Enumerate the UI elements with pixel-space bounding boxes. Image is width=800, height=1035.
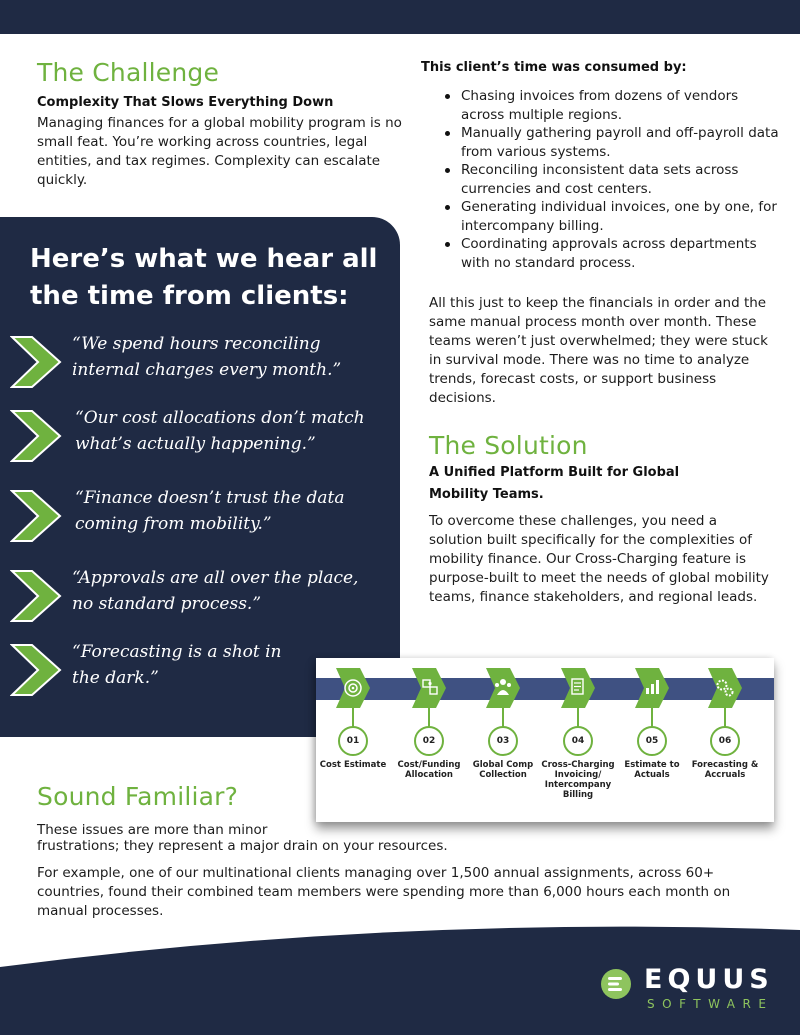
- step-number: 05: [637, 726, 667, 756]
- quotes-title: Here’s what we hear all the time from clients:: [30, 244, 378, 311]
- consumed-followup: All this just to keep the financials in order and the same manual process month over month. These teams weren’t just overwhelmed; they were stuck in survival mode. There was no time to analyze trends, forecast costs, or support business decisions.: [429, 295, 768, 406]
- familiar-line-2: frustrations; they represent a major drain on your resources.: [37, 838, 448, 854]
- process-step: [466, 668, 536, 818]
- gears-icon: [708, 668, 742, 708]
- time-consumed-section: [421, 60, 781, 272]
- equus-logo-icon: [600, 968, 632, 1000]
- list-item: Reconciling inconsistent data sets across currencies and cost centers.: [443, 161, 781, 198]
- solution-body: To overcome these challenges, you need a solution built specifically for the complexities of mobility finance. Our Cross-Charging feature is purpose-built to meet the needs of global mobility teams, finance stakeholders, and regional leads.: [429, 513, 769, 605]
- chevron-right-icon: [10, 409, 64, 463]
- process-step: [615, 668, 685, 818]
- process-step: [392, 668, 462, 818]
- quote-text: “Forecasting is a shot in the dark.”: [72, 642, 282, 688]
- quote-item: [10, 565, 390, 625]
- list-item: Coordinating approvals across departments with no standard process.: [443, 235, 781, 272]
- chart-icon: [635, 668, 669, 708]
- target-icon: [336, 668, 370, 708]
- logo-subtitle: SOFTWARE: [647, 997, 774, 1011]
- solution-section: [429, 431, 774, 607]
- quote-text: “Our cost allocations don’t match what’s actually happening.”: [75, 408, 365, 454]
- process-graphic: [316, 658, 774, 822]
- step-label: Global Comp Collection: [472, 760, 534, 780]
- step-label: Cost/Funding Allocation: [397, 760, 461, 780]
- invoice-icon: [561, 668, 595, 708]
- chevron-right-icon: [10, 335, 64, 389]
- familiar-title: Sound Familiar?: [37, 782, 239, 811]
- step-number: 01: [338, 726, 368, 756]
- step-label: Forecasting & Accruals: [691, 760, 759, 780]
- challenge-title: The Challenge: [37, 58, 220, 87]
- step-label: Cross-Charging Invoicing/ Intercompany Billing: [541, 760, 615, 800]
- solution-subtitle: A Unified Platform Built for Global Mobility Teams.: [429, 465, 680, 502]
- list-item: Chasing invoices from dozens of vendors across multiple regions.: [443, 87, 781, 124]
- list-item: Generating individual invoices, one by one, for intercompany billing.: [443, 198, 781, 235]
- quote-text: “We spend hours reconciling internal charges every month.”: [72, 334, 342, 380]
- quote-text: “Finance doesn’t trust the data coming from mobility.”: [75, 488, 345, 534]
- familiar-body: For example, one of our multinational clients managing over 1,500 annual assignments, across 60+ countries, found their combined team members were spending more than 6,000 hours each month on manual processes.: [37, 865, 731, 919]
- challenge-body: Managing finances for a global mobility program is no small feat. You’re working across countries, legal entities, and tax regimes. Complexity can escalate quickly.: [37, 115, 402, 188]
- company-logo: [600, 966, 780, 1016]
- logo-name: EQUUS: [644, 964, 774, 995]
- top-banner: [0, 0, 800, 34]
- chevron-right-icon: [10, 569, 64, 623]
- solution-title: The Solution: [429, 431, 588, 460]
- challenge-section: [37, 58, 402, 190]
- process-step: [316, 668, 386, 818]
- puzzle-icon: [412, 668, 446, 708]
- step-number: 06: [710, 726, 740, 756]
- step-number: 02: [414, 726, 444, 756]
- consumed-list: [443, 87, 781, 272]
- step-number: 03: [488, 726, 518, 756]
- familiar-line-1: These issues are more than minor: [37, 822, 268, 838]
- quote-text: “Approvals are all over the place, no standard process.”: [72, 568, 359, 614]
- quote-item: [10, 485, 390, 545]
- step-number: 04: [563, 726, 593, 756]
- consumed-heading: This client’s time was consumed by:: [421, 60, 687, 75]
- step-label: Estimate to Actuals: [624, 760, 680, 780]
- chevron-right-icon: [10, 643, 64, 697]
- quote-item: [10, 331, 390, 391]
- chevron-right-icon: [10, 489, 64, 543]
- quote-item: [10, 405, 390, 465]
- step-label: Cost Estimate: [319, 760, 387, 770]
- people-icon: [486, 668, 520, 708]
- list-item: Manually gathering payroll and off-payroll data from various systems.: [443, 124, 781, 161]
- challenge-subtitle: Complexity That Slows Everything Down: [37, 95, 334, 110]
- process-step: [541, 668, 615, 818]
- process-step: [688, 668, 758, 818]
